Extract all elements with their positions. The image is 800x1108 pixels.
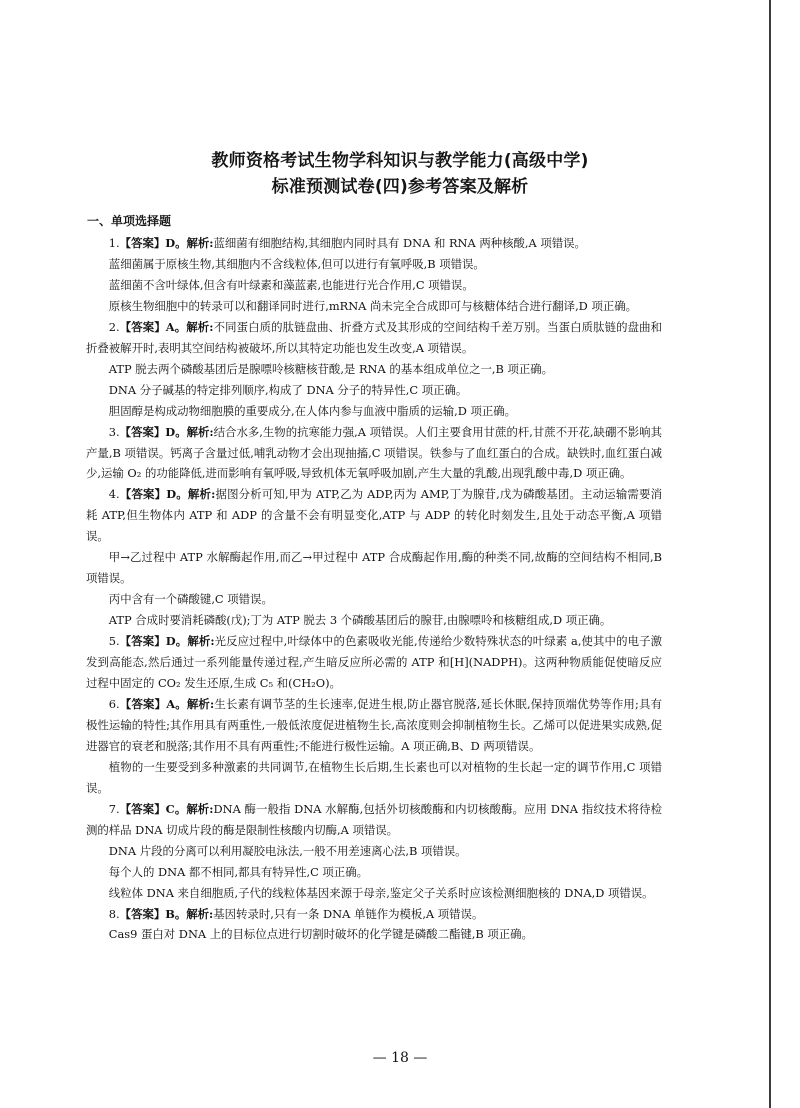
- item-number: 7.: [108, 801, 120, 816]
- analysis-tag: 解析:: [186, 906, 214, 921]
- paragraph-text: 蓝细菌有细胞结构,其细胞内同时具有 DNA 和 RNA 两种核酸,A 项错误。: [213, 236, 586, 250]
- answer-tag: 【答案】D。: [119, 487, 188, 502]
- paragraph-text: 生长素有调节茎的生长速率,促进生根,防止器官脱落,延长休眠,保持顶端优势等作用;具有极性运输的特性;其作用具有两重性,一般低浓度促进植物生长,高浓度则会抑制植物生长。乙烯可以促进果实成熟,促进器官的衰老和脱落;其作用不具有两重性;不能进行极性运输。A 项正确,B、D 两项错误。: [86, 696, 662, 753]
- answer-tag: 【答案】D。: [119, 236, 187, 250]
- item-number: 1.: [108, 236, 120, 250]
- analysis-tag: 解析:: [187, 634, 215, 649]
- answer-item-paragraph: [86, 359, 662, 380]
- analysis-tag: 解析:: [186, 801, 214, 816]
- paragraph-text: ATP 合成时要消耗磷酸(戊);丁为 ATP 脱去 3 个磷酸基团后的腺苷,由腺嘌呤和核糖组成,D 项正确。: [108, 613, 612, 628]
- answer-item-paragraph: [86, 296, 662, 317]
- item-number: 4.: [108, 487, 120, 502]
- answer-item-paragraph: [86, 401, 662, 422]
- answer-item-paragraph: [86, 610, 662, 631]
- answer-item-first-paragraph: [86, 422, 662, 485]
- answer-item-first-paragraph: [86, 317, 662, 359]
- paragraph-text: 蓝细菌不含叶绿体,但含有叶绿素和藻蓝素,也能进行光合作用,C 项错误。: [108, 277, 474, 292]
- paragraph-text: DNA 酶一般指 DNA 水解酶,包括外切核酸酶和内切核酸酶。应用 DNA 指纹技术将待检测的样品 DNA 切成片段的酶是限制性核酸内切酶,A 项错误。: [86, 801, 662, 837]
- paragraph-text: 蓝细菌属于原核生物,其细胞内不含线粒体,但可以进行有氧呼吸,B 项错误。: [108, 256, 485, 271]
- paragraph-text: 据图分析可知,甲为 ATP,乙为 ADP,丙为 AMP,丁为腺苷,戊为磷酸基团。主动运输需要消耗 ATP,但生物体内 ATP 和 ADP 的含量不会有明显变化,ATP 与 ADP 的转化时刻发生,且处于动态平衡,A 项错误。: [86, 487, 662, 544]
- analysis-tag: 解析:: [187, 487, 216, 502]
- answer-item-paragraph: [86, 589, 662, 610]
- answer-item-first-paragraph: [86, 484, 662, 547]
- paragraph-text: Cas9 蛋白对 DNA 上的目标位点进行切割时破坏的化学键是磷酸二酯键,B 项正确。: [108, 927, 533, 942]
- answer-item-first-paragraph: [86, 694, 662, 757]
- paragraph-text: 原核生物细胞中的转录可以和翻译同时进行,mRNA 尚未完全合成即可与核糖体结合进行翻译,D 项正确。: [108, 298, 638, 313]
- paragraph-text: 植物的一生要受到多种激素的共同调节,在植物生长后期,生长素也可以对植物的生长起一定的调节作用,C 项错误。: [86, 759, 662, 795]
- answer-list: [86, 233, 662, 945]
- answer-item-paragraph: [86, 757, 662, 799]
- answer-item-paragraph: [86, 547, 662, 589]
- paragraph-text: 光反应过程中,叶绿体中的色素吸收光能,传递给少数特殊状态的叶绿素 a,使其中的电子激发到高能态,然后通过一系列能量传递过程,产生暗反应所必需的 ATP 和[H](NADPH)。这两种物质能促使暗反应过程中固定的 CO₂ 发生还原,生成 C₅ 和(CH₂O)。: [86, 634, 662, 691]
- paragraph-text: 基因转录时,只有一条 DNA 单链作为模板,A 项错误。: [213, 906, 484, 921]
- answer-tag: 【答案】D。: [119, 634, 188, 649]
- item-number: 6.: [108, 696, 120, 711]
- answer-item-paragraph: [86, 924, 662, 945]
- section-heading: 一、单项选择题: [87, 214, 172, 228]
- answer-item-paragraph: [86, 883, 662, 904]
- document-title-line-1: 教师资格考试生物学科知识与教学能力(高级中学): [211, 151, 589, 171]
- answer-tag: 【答案】B。: [119, 906, 187, 921]
- analysis-tag: 解析:: [186, 696, 215, 711]
- answer-tag: 【答案】D。: [119, 424, 187, 439]
- answer-item-paragraph: [86, 254, 662, 275]
- answer-tag: 【答案】A。: [119, 319, 187, 334]
- paragraph-text: 结合水多,生物的抗寒能力强,A 项错误。人们主要食用甘蔗的杆,甘蔗不开花,缺硼不影响其产量,B 项错误。钙离子含量过低,哺乳动物才会出现抽搐,C 项错误。铁参与了血红蛋白的合成。缺铁时,血红蛋白减少,运输 O₂ 的功能降低,进而影响有氧呼吸,导致机体无氧呼吸加剧,产生大量的乳酸,出现乳酸中毒,D 项正确。: [86, 424, 662, 481]
- document-title-line-2: 标准预测试卷(四)参考答案及解析: [271, 177, 529, 197]
- page-number: — 18 —: [372, 1050, 428, 1066]
- answer-item-paragraph: [86, 841, 662, 862]
- answer-item-first-paragraph: [86, 233, 662, 254]
- item-number: 3.: [108, 424, 120, 439]
- answer-item-paragraph: [86, 862, 662, 883]
- item-number: 2.: [108, 319, 120, 334]
- answer-item-first-paragraph: [86, 904, 662, 925]
- answer-tag: 【答案】C。: [119, 801, 187, 816]
- answer-item-paragraph: [86, 275, 662, 296]
- answer-tag: 【答案】A。: [119, 696, 187, 711]
- item-number: 5.: [108, 634, 120, 649]
- analysis-tag: 解析:: [186, 424, 214, 439]
- paragraph-text: ATP 脱去两个磷酸基团后是腺嘌呤核糖核苷酸,是 RNA 的基本组成单位之一,B 项正确。: [108, 361, 554, 376]
- paragraph-text: 胆固醇是构成动物细胞膜的重要成分,在人体内参与血液中脂质的运输,D 项正确。: [108, 403, 517, 418]
- analysis-tag: 解析:: [186, 236, 214, 250]
- answer-item-first-paragraph: [86, 631, 662, 694]
- paragraph-text: 不同蛋白质的肽链盘曲、折叠方式及其形成的空间结构千差万别。当蛋白质肽链的盘曲和折叠被解开时,表明其空间结构被破坏,所以其特定功能也发生改变,A 项错误。: [86, 319, 662, 355]
- paragraph-text: 甲→乙过程中 ATP 水解酶起作用,而乙→甲过程中 ATP 合成酶起作用,酶的种类不同,故酶的空间结构不相同,B 项错误。: [86, 550, 662, 586]
- paragraph-text: DNA 片段的分离可以利用凝胶电泳法,一般不用差速离心法,B 项错误。: [108, 843, 467, 858]
- paragraph-text: DNA 分子碱基的特定排列顺序,构成了 DNA 分子的特异性,C 项正确。: [108, 382, 468, 397]
- paragraph-text: 线粒体 DNA 来自细胞质,子代的线粒体基因来源于母亲,鉴定父子关系时应该检测细胞核的 DNA,D 项错误。: [108, 885, 654, 900]
- paragraph-text: 丙中含有一个磷酸键,C 项错误。: [108, 592, 273, 607]
- analysis-tag: 解析:: [186, 319, 214, 334]
- answer-item-first-paragraph: [86, 799, 662, 841]
- item-number: 8.: [108, 906, 120, 921]
- answer-item-paragraph: [86, 380, 662, 401]
- paragraph-text: 每个人的 DNA 都不相同,都具有特异性,C 项正确。: [108, 864, 368, 879]
